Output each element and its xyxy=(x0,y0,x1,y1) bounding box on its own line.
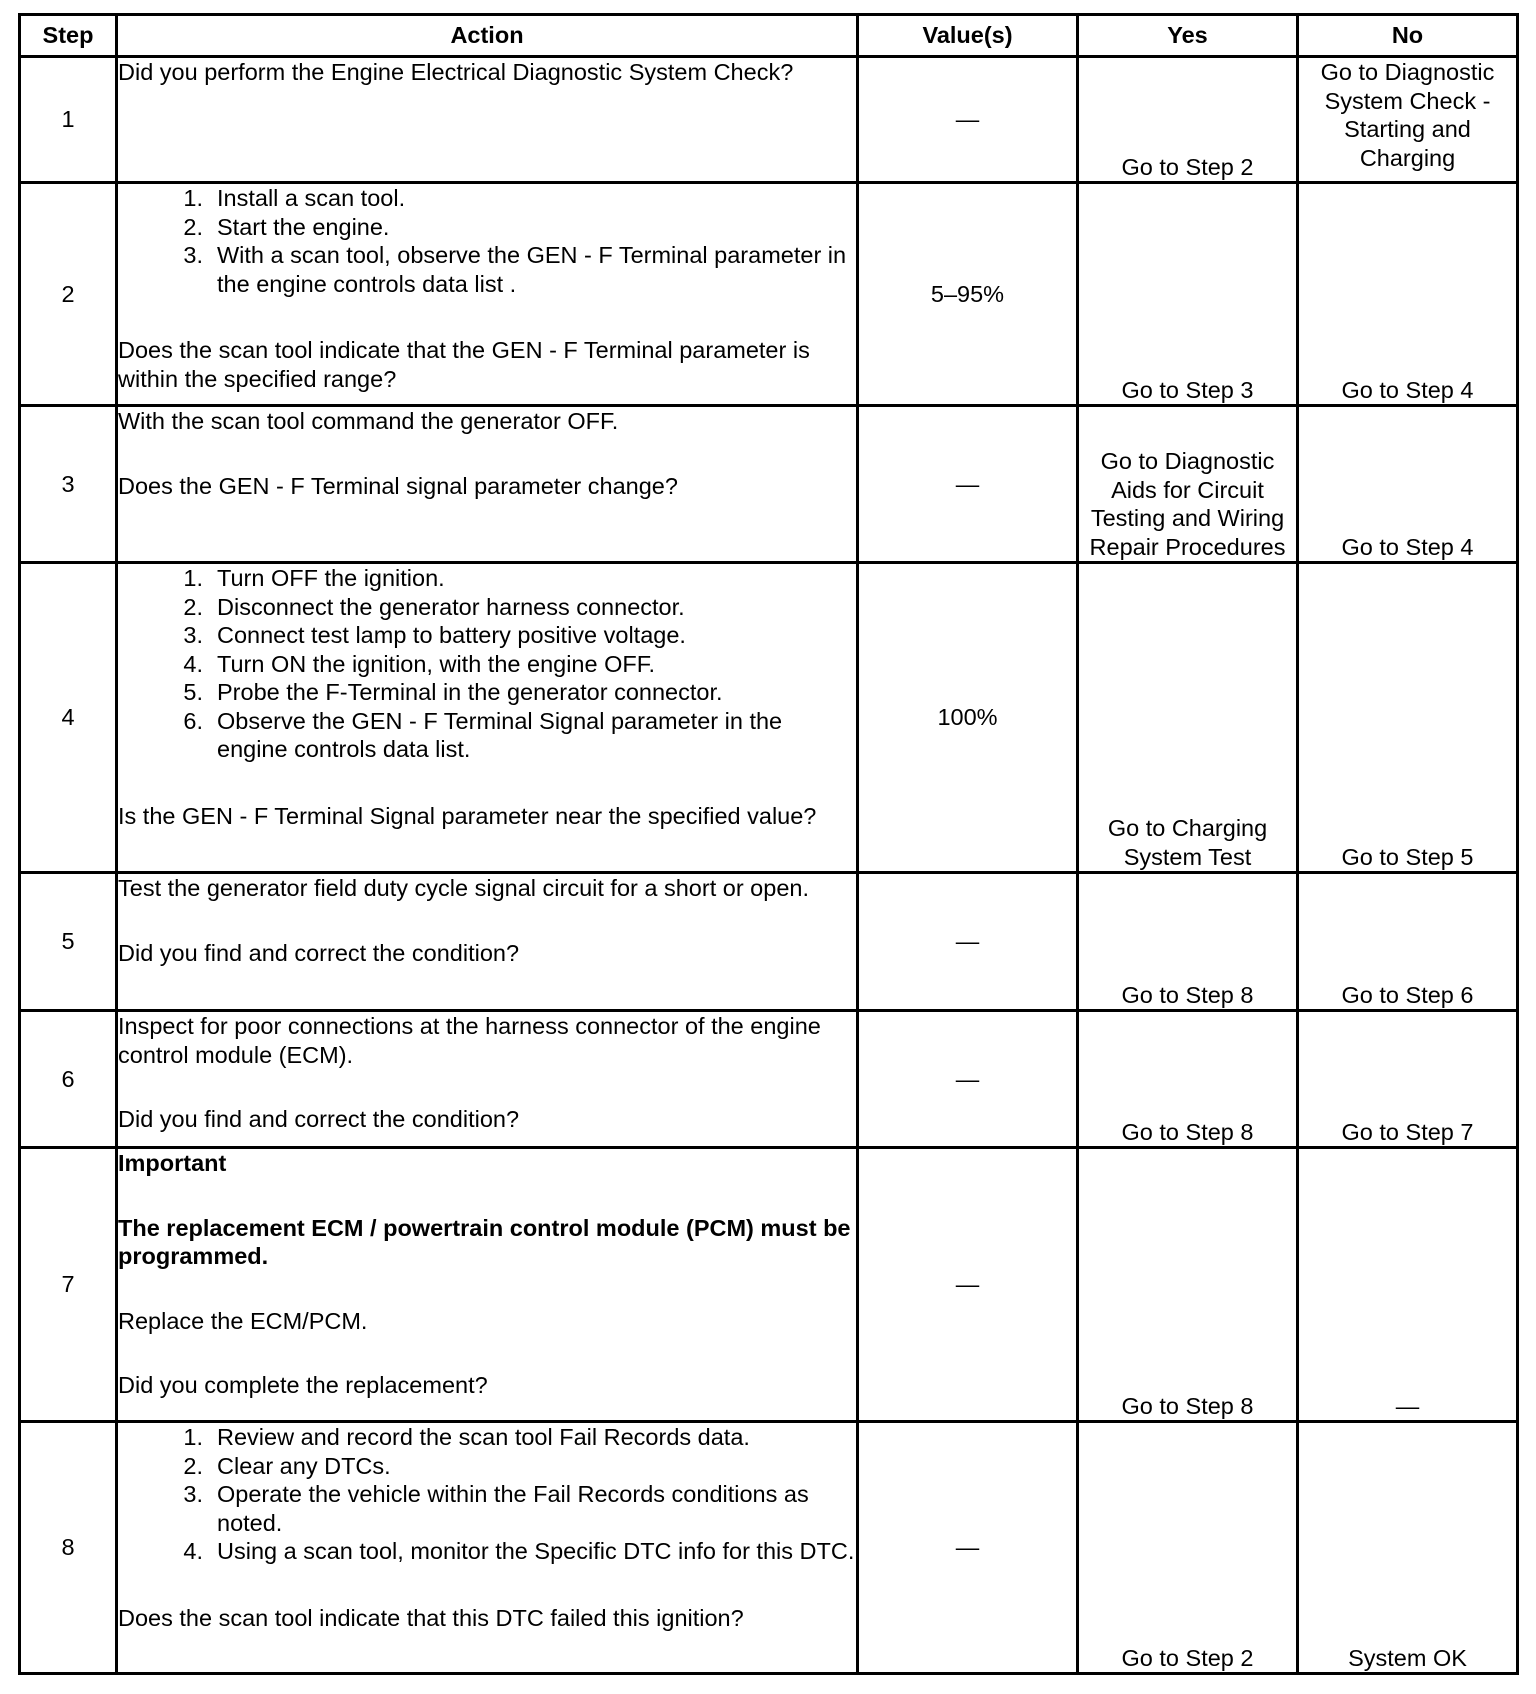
table-row xyxy=(20,57,1518,183)
yes-cell: Go to Diagnostic Aids for Circuit Testing and Wiring Repair Procedures xyxy=(1078,406,1298,563)
header-step: Step xyxy=(20,15,117,57)
no-cell: — xyxy=(1298,1148,1518,1422)
list-item-text: Disconnect the generator harness connector. xyxy=(217,593,685,620)
no-cell: System OK xyxy=(1298,1422,1518,1674)
important-text: The replacement ECM / powertrain control module (PCM) must be programmed. xyxy=(118,1214,851,1269)
list-item-number: 1. xyxy=(183,1424,203,1450)
action-intro: Inspect for poor connections at the harness connector of the engine control module (ECM). xyxy=(118,1013,821,1068)
yes-cell: Go to Step 8 xyxy=(1078,1011,1298,1148)
table-row xyxy=(20,1011,1518,1148)
list-item-text: Start the engine. xyxy=(217,213,390,240)
value-cell: — xyxy=(858,873,1078,1011)
list-item xyxy=(118,241,856,298)
list-item-text: Install a scan tool. xyxy=(217,185,406,211)
list-item-number: 2. xyxy=(183,1452,203,1479)
action-intro: With the scan tool command the generator OFF. xyxy=(118,408,619,434)
list-item-text: Turn ON the ignition, with the engine OFF. xyxy=(217,650,656,677)
list-item xyxy=(118,593,856,622)
header-row xyxy=(20,15,1518,57)
table-row xyxy=(20,406,1518,563)
list-item-text: Operate the vehicle within the Fail Records conditions as noted. xyxy=(217,1481,809,1536)
list-item-number: 6. xyxy=(183,707,203,734)
action-intro: Replace the ECM/PCM. xyxy=(118,1307,368,1334)
list-item-text: Turn OFF the ignition. xyxy=(217,565,445,591)
yes-cell: Go to Step 8 xyxy=(1078,873,1298,1011)
yes-cell: Go to Step 2 xyxy=(1078,57,1298,183)
header-yes: Yes xyxy=(1078,15,1298,57)
list-item xyxy=(118,1480,856,1537)
action-question: Is the GEN - F Terminal Signal parameter near the specified value? xyxy=(118,802,817,829)
step-number: 4 xyxy=(20,563,117,873)
list-item-text: Review and record the scan tool Fail Records data. xyxy=(217,1424,750,1450)
list-item-number: 4. xyxy=(183,650,203,677)
step-number: 5 xyxy=(20,873,117,1011)
list-item-text: Probe the F-Terminal in the generator connector. xyxy=(217,679,723,705)
list-item-text: Clear any DTCs. xyxy=(217,1452,391,1479)
list-item xyxy=(118,678,856,707)
table-row xyxy=(20,873,1518,1011)
list-item xyxy=(118,564,856,593)
table-row xyxy=(20,183,1518,406)
list-item-number: 1. xyxy=(183,565,203,591)
step-number: 7 xyxy=(20,1148,117,1422)
table-row xyxy=(20,563,1518,873)
diagnostic-table xyxy=(18,13,1519,1675)
action-cell xyxy=(117,563,858,873)
action-cell xyxy=(117,1422,858,1674)
no-cell: Go to Step 5 xyxy=(1298,563,1518,873)
header-action: Action xyxy=(117,15,858,57)
value-cell: — xyxy=(858,1011,1078,1148)
no-cell: Go to Step 4 xyxy=(1298,406,1518,563)
yes-cell: Go to Step 8 xyxy=(1078,1148,1298,1422)
list-item xyxy=(118,1452,856,1481)
step-number: 3 xyxy=(20,406,117,563)
no-cell: Go to Step 7 xyxy=(1298,1011,1518,1148)
step-number: 1 xyxy=(20,57,117,183)
value-cell: — xyxy=(858,1422,1078,1674)
value-cell: — xyxy=(858,1148,1078,1422)
action-cell xyxy=(117,183,858,406)
table-row xyxy=(20,1148,1518,1422)
action-cell xyxy=(117,406,858,563)
action-steps-list xyxy=(118,1423,856,1566)
action-cell xyxy=(117,57,858,183)
list-item-text: With a scan tool, observe the GEN - F Terminal parameter in the engine controls data list . xyxy=(217,242,847,297)
list-item-number: 1. xyxy=(183,185,203,211)
value-cell: — xyxy=(858,406,1078,563)
header-no: No xyxy=(1298,15,1518,57)
value-cell: 100% xyxy=(858,563,1078,873)
action-question: Does the scan tool indicate that the GEN - F Terminal parameter is within the specified range? xyxy=(118,337,810,392)
action-question: Did you complete the replacement? xyxy=(118,1372,488,1398)
important-label: Important xyxy=(118,1150,227,1176)
action-question: Did you find and correct the condition? xyxy=(118,939,520,966)
list-item xyxy=(118,650,856,679)
action-steps-list xyxy=(118,564,856,764)
value-cell: 5–95% xyxy=(858,183,1078,406)
list-item xyxy=(118,621,856,650)
list-item xyxy=(118,1423,856,1452)
action-steps-list xyxy=(118,184,856,298)
no-cell: Go to Step 4 xyxy=(1298,183,1518,406)
list-item-text: Using a scan tool, monitor the Specific DTC info for this DTC. xyxy=(217,1538,855,1564)
action-question: Does the GEN - F Terminal signal parameter change? xyxy=(118,472,678,499)
step-number: 2 xyxy=(20,183,117,406)
no-cell: Go to Step 6 xyxy=(1298,873,1518,1011)
table-row xyxy=(20,1422,1518,1674)
action-cell xyxy=(117,1148,858,1422)
step-number: 6 xyxy=(20,1011,117,1148)
action-question: Did you perform the Engine Electrical Diagnostic System Check? xyxy=(118,59,794,85)
list-item-text: Observe the GEN - F Terminal Signal parameter in the engine controls data list. xyxy=(217,707,783,762)
action-cell xyxy=(117,873,858,1011)
list-item xyxy=(118,707,856,764)
yes-cell: Go to Charging System Test xyxy=(1078,563,1298,873)
list-item-number: 4. xyxy=(183,1538,203,1564)
list-item-number: 3. xyxy=(183,242,203,268)
list-item-number: 3. xyxy=(183,622,203,648)
value-cell: — xyxy=(858,57,1078,183)
action-intro: Test the generator field duty cycle signal circuit for a short or open. xyxy=(118,875,809,901)
list-item-number: 2. xyxy=(183,593,203,620)
list-item-number: 2. xyxy=(183,213,203,240)
list-item xyxy=(118,184,856,213)
action-question: Does the scan tool indicate that this DTC failed this ignition? xyxy=(118,1604,744,1631)
list-item xyxy=(118,1537,856,1566)
step-number: 8 xyxy=(20,1422,117,1674)
no-cell: Go to Diagnostic System Check - Starting and Charging xyxy=(1298,57,1518,183)
list-item-number: 5. xyxy=(183,679,203,705)
list-item-number: 3. xyxy=(183,1481,203,1507)
action-cell xyxy=(117,1011,858,1148)
list-item xyxy=(118,213,856,242)
header-values: Value(s) xyxy=(858,15,1078,57)
action-question: Did you find and correct the condition? xyxy=(118,1106,520,1132)
list-item-text: Connect test lamp to battery positive voltage. xyxy=(217,622,686,648)
yes-cell: Go to Step 2 xyxy=(1078,1422,1298,1674)
yes-cell: Go to Step 3 xyxy=(1078,183,1298,406)
